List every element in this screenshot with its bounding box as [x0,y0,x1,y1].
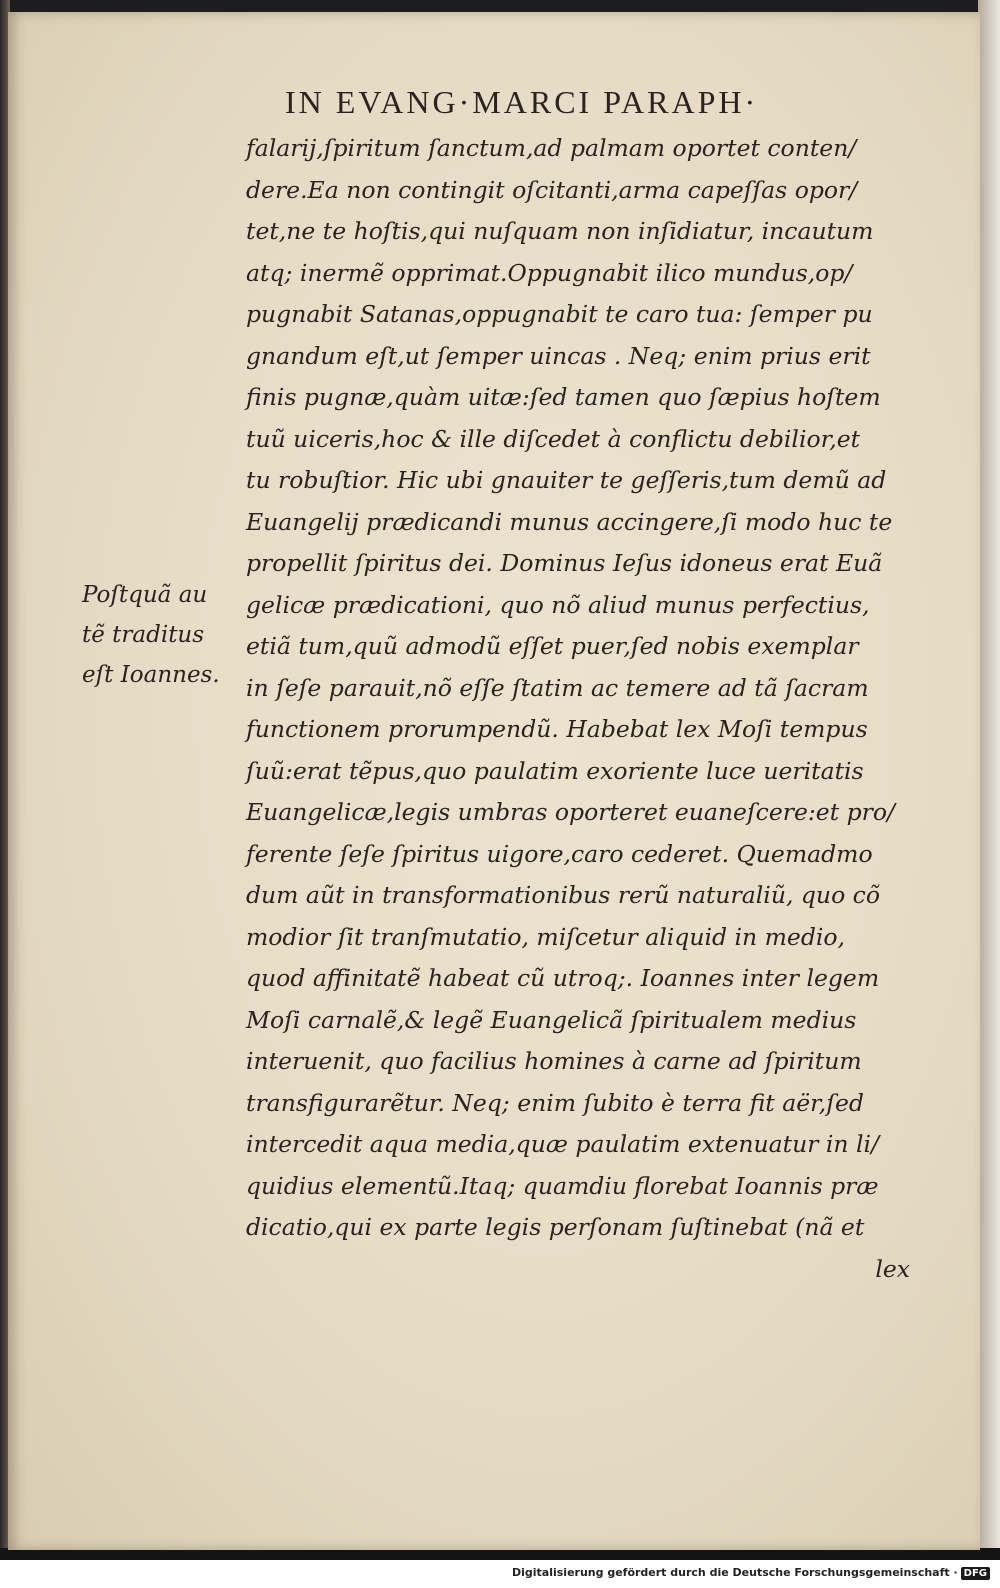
text-line: gelicæ prædicationi, quo nõ aliud munus perfectius, [246,590,870,619]
text-line: quidius elementũ.Itaq; quamdiu florebat Ioannis præ [246,1171,879,1200]
text-line: interuenit, quo facilius homines à carne ad ſpiritum [246,1047,862,1075]
text-line: Euangelij prædicandi munus accingere,ſi modo huc te [246,507,893,536]
text-line: functionem prorumpendũ. Habebat lex Moſi tempus [246,715,868,743]
text-line: finis pugnæ,quàm uitæ:ſed tamen quo ſæpius hoſtem [246,383,881,411]
text-line: tu robuſtior. Hic ubi gnauiter te geſſeris,tum demũ ad [246,466,887,494]
marginal-note-line: eſt Ioannes. [82,662,220,688]
text-line: dum aũt in transformationibus rerũ naturaliũ, quo cõ [246,881,880,909]
text-line: ferente ſeſe ſpiritus uigore,caro cederet. Quemadmo [246,839,873,868]
text-line: atq; inermẽ opprimat.Oppugnabit ilico mundus,op/ [246,258,853,287]
scan-top-edge [0,0,1000,12]
text-line: quod affinitatẽ habeat cũ utroq;. Ioannes inter legem [246,964,880,992]
text-line: in ſeſe parauit,nõ eſſe ſtatim ac temere ad tã ſacram [246,673,869,702]
dfg-logo: DFG [961,1567,990,1580]
text-line: gnandum eſt,ut ſemper uincas . Neq; enim prius erit [246,341,871,370]
main-text-block [246,128,936,1290]
marginal-note-line: Poſtquã au [82,582,208,608]
text-line: pugnabit Satanas,oppugnabit te caro tua: ſemper pu [246,300,873,328]
text-line: falarij,ſpiritum ſanctum,ad palmam oportet conten/ [246,134,857,162]
text-line: tet,ne te hoſtis,qui nuſquam non inſidiatur, incautum [246,217,874,245]
marginal-note-line: tẽ traditus [82,622,205,648]
text-line: dicatio,qui ex parte legis perſonam ſuſtinebat (nã et [246,1213,865,1241]
text-line: modior ſit tranſmutatio, miſcetur aliquid in medio, [246,922,845,951]
text-line: intercedit aqua media,quæ paulatim extenuatur in li/ [246,1130,879,1158]
catchword: lex [875,1254,910,1283]
text-line: etiã tum,quũ admodũ eſſet puer,ſed nobis exemplar [246,632,859,660]
text-line: tuũ uiceris,hoc & ille diſcedet à conflictu debilior,et [246,424,861,453]
credit-text: Digitalisierung gefördert durch die Deutsche Forschungsgemeinschaft · [511,1566,958,1579]
running-header: IN EVANG·MARCI PARAPH· [285,84,759,120]
marginal-note [82,575,242,695]
text-line: transfigurarẽtur. Neq; enim ſubito è terra fit aër,ſed [246,1088,864,1117]
digitization-credit [512,1566,990,1580]
text-line: propellit ſpiritus dei. Dominus Ieſus idoneus erat Euã [246,549,883,577]
text-line: ſuũ:erat tẽpus,quo paulatim exoriente luce ueritatis [246,756,864,785]
scan-right-edge [978,0,1000,1558]
text-line: Euangelicæ,legis umbras oporteret euaneſcere:et pro/ [246,798,895,826]
text-line: Moſi carnalẽ,& legẽ Euangelicã ſpiritualem medius [246,1005,857,1034]
text-line: dere.Ea non contingit oſcitanti,arma capeſſas opor/ [246,175,858,204]
